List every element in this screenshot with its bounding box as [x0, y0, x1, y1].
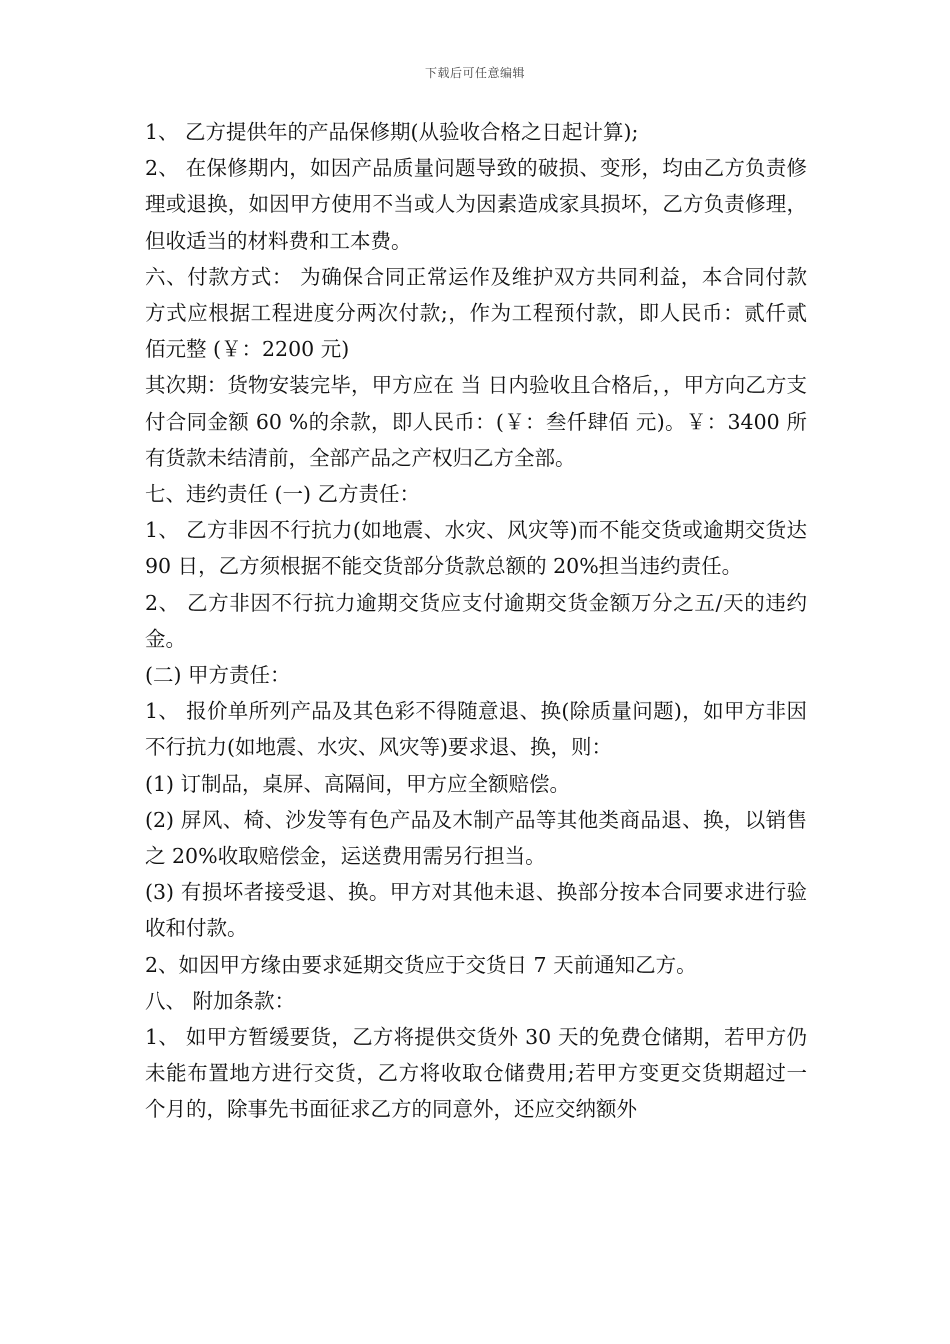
- paragraph-second-payment: 其次期：货物安装完毕，甲方应在 当 日内验收且合格后，，甲方向乙方支付合同金额 60 %的余款，即人民币：(￥：叁仟肆佰 元)。￥：3400 所有货款未结清前，全部产品之产权归乙方全部。: [145, 373, 807, 470]
- paragraph-warranty-2: 2、 在保修期内，如因产品质量问题导致的破损、变形，均由乙方负责修理或退换，如因甲方使用不当或人为因素造成家具损坏，乙方负责修理，但收适当的材料费和工本费。: [145, 156, 807, 253]
- section-heading-additional: 八、 附加条款：: [145, 988, 296, 1013]
- section-heading-breach: 七、违约责任 (一) 乙方责任：: [145, 482, 421, 507]
- subheading-party-a: (二) 甲方责任：: [145, 663, 291, 688]
- page-header: 下载后可任意编辑: [424, 66, 525, 80]
- paragraph-party-a-1: 1、 报价单所列产品及其色彩不得随意退、换(除质量问题)，如甲方非因不行抗力(如地震、水灾、风灾等)要求退、换，则：: [145, 699, 807, 760]
- paragraph-party-a-2: 2、如因甲方缘由要求延期交货应于交货日 7 天前通知乙方。: [145, 952, 697, 977]
- paragraph-party-b-2: 2、 乙方非因不行抗力逾期交货应支付逾期交货金额万分之五/天的违约金。: [145, 590, 807, 651]
- paragraph-party-a-1-1: (1) 订制品，桌屏、高隔间，甲方应全额赔偿。: [145, 771, 571, 796]
- paragraph-additional-1: 1、 如甲方暂缓要货，乙方将提供交货外 30 天的免费仓储期，若甲方仍未能布置地方进行交货，乙方将收取仓储费用;若甲方变更交货期超过一个月的，除事先书面征求乙方的同意外，还应交纳额外: [145, 1025, 807, 1122]
- paragraph-party-b-1: 1、 乙方非因不行抗力(如地震、水灾、风灾等)而不能交货或逾期交货达 90 日，乙方须根据不能交货部分货款总额的 20%担当违约责任。: [145, 518, 807, 579]
- paragraph-warranty-1: 1、 乙方提供年的产品保修期(从验收合格之日起计算);: [145, 120, 639, 144]
- paragraph-party-a-1-3: (3) 有损坏者接受退、换。甲方对其他未退、换部分按本合同要求进行验收和付款。: [145, 880, 807, 941]
- paragraph-payment-method: 六、付款方式： 为确保合同正常运作及维护双方共同利益，本合同付款方式应根据工程进度分两次付款;，作为工程预付款，即人民币：贰仟贰佰元整 (￥：2200 元): [145, 264, 807, 362]
- document-body: [145, 114, 807, 1128]
- paragraph-party-a-1-2: (2) 屏风、椅、沙发等有色产品及木制产品等其他类商品退、换，以销售之 20%收取赔偿金，运送费用需另行担当。: [145, 807, 807, 869]
